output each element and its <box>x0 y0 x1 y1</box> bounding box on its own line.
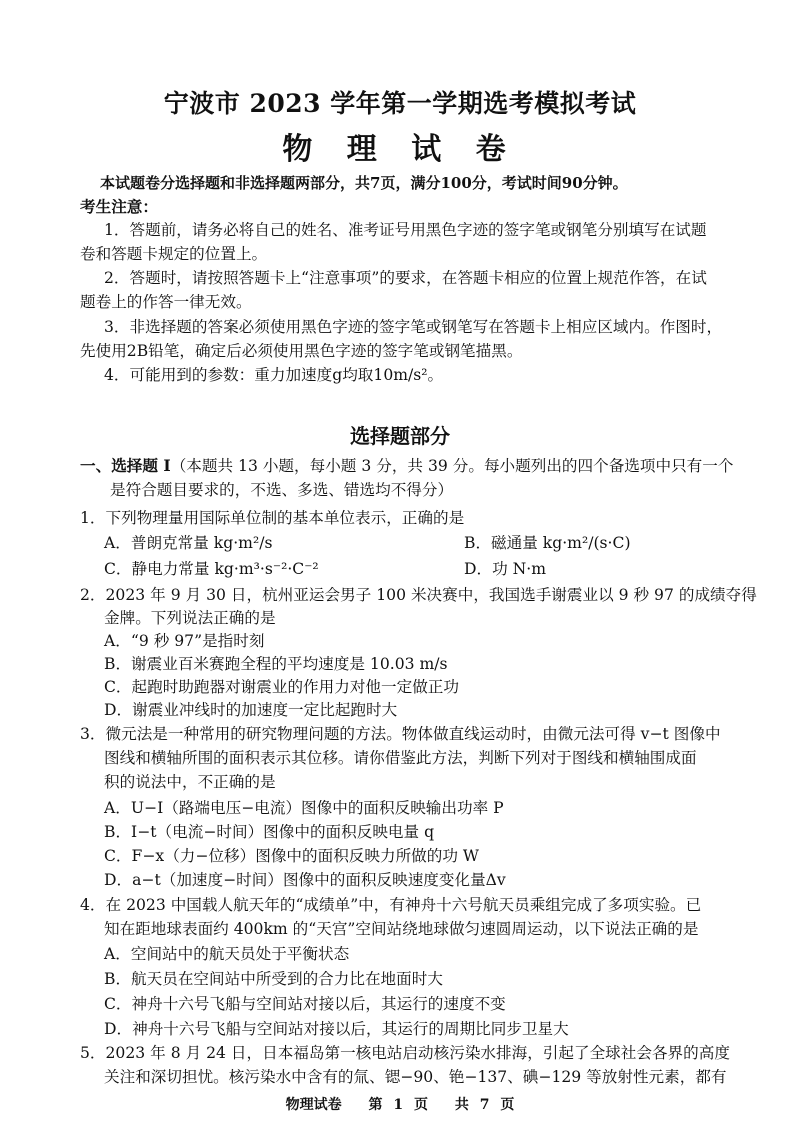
notice-line: 2．答题时，请按照答题卡上“注意事项”的要求，在答题卡相应的位置上规范作答，在试 <box>104 269 707 287</box>
q3-stem-cont2: 积的说法中，不正确的是 <box>104 773 276 791</box>
q1-option-b-text: B．磁通量 kg·m²/(s·C) <box>464 534 631 552</box>
q5-stem: 5．2023 年 8 月 24 日，日本福岛第一核电站启动核污染水排海，引起了全球社会各界的高度 <box>80 1044 730 1062</box>
q1-stem: 1．下列物理量用国际单位制的基本单位表示，正确的是 <box>80 509 465 527</box>
notice-line: 卷和答题卡规定的位置上。 <box>80 245 268 263</box>
q1-option-c <box>104 558 547 580</box>
q1-option-c-text: C．静电力常量 kg·m³·s⁻²·C⁻² <box>104 560 319 578</box>
notice-line: 先使用2B铅笔，确定后必须使用黑色字迹的签字笔或钢笔描黑。 <box>80 342 523 360</box>
q5-stem-cont: 关注和深切担忧。核污染水中含有的氚、锶−90、铯−137、碘−129 等放射性元素，都有 <box>104 1068 727 1086</box>
section-heading-label: 一、选择题 I <box>80 456 171 475</box>
q4-option-c: C．神舟十六号飞船与空间站对接以后，其运行的速度不变 <box>104 995 506 1013</box>
q2-stem-cont: 金牌。下列说法正确的是 <box>104 609 276 627</box>
q2-option-b: B．谢震业百米赛跑全程的平均速度是 10.03 m/s <box>104 655 448 673</box>
q4-stem: 4．在 2023 中国载人航天年的“成绩单”中，有神舟十六号航天员乘组完成了多项实验。已 <box>80 896 702 914</box>
q1-option-a-text: A．普朗克常量 kg·m²/s <box>104 534 273 552</box>
notice-line: 4．可能用到的参数：重力加速度g均取10m/s²。 <box>104 366 444 384</box>
notice-line: 1．答题前，请务必将自己的姓名、准考证号用黑色字迹的签字笔或钢笔分别填写在试题 <box>104 221 707 239</box>
q3-option-b: B．I−t（电流−时间）图像中的面积反映电量 q <box>104 823 435 841</box>
q3-stem-cont: 图线和横轴所围的面积表示其位移。请你借鉴此方法，判断下列对于图线和横轴围成面 <box>104 749 697 767</box>
q4-stem-cont: 知在距地球表面约 400km 的“天宫”空间站绕地球做匀速圆周运动，以下说法正确的是 <box>104 920 699 938</box>
page-footer <box>0 1094 800 1114</box>
exam-subtitle: 物 理 试 卷 <box>282 132 518 167</box>
q1-option-a <box>104 532 631 554</box>
notice-line: 题卷上的作答一律无效。 <box>80 293 252 311</box>
q1-option-d-text: D．功 N·m <box>464 560 547 578</box>
q3-option-a: A．U−I（路端电压−电流）图像中的面积反映输出功率 P <box>104 799 504 817</box>
q2-option-c: C．起跑时助跑器对谢震业的作用力对他一定做正功 <box>104 678 459 696</box>
q2-stem: 2．2023 年 9 月 30 日，杭州亚运会男子 100 米决赛中，我国选手谢震业以 9 秒 97 的成绩夺得 <box>80 586 757 604</box>
q3-option-c: C．F−x（力−位移）图像中的面积反映力所做的功 W <box>104 847 479 865</box>
q3-option-d: D．a−t（加速度−时间）图像中的面积反映速度变化量Δv <box>104 871 506 889</box>
footer-total-pages: 共 7 页 <box>454 1097 515 1113</box>
q3-stem: 3．微元法是一种常用的研究物理问题的方法。物体做直线运动时，由微元法可得 v−t 图像中 <box>80 725 721 743</box>
footer-page-number: 第 1 页 <box>368 1097 428 1113</box>
exam-title: 宁波市 2023 学年第一学期选考模拟考试 <box>163 89 637 118</box>
notice-line: 3．非选择题的答案必须使用黑色字迹的签字笔或钢笔写在答题卡上相应区域内。作图时， <box>104 318 723 336</box>
section-heading-rules: （本题共 13 小题，每小题 3 分，共 39 分。每小题列出的四个备选项中只有一个 <box>170 457 734 475</box>
q4-option-d: D．神舟十六号飞船与空间站对接以后，其运行的周期比同步卫星大 <box>104 1020 569 1038</box>
q4-option-a: A．空间站中的航天员处于平衡状态 <box>104 945 350 963</box>
footer-exam-name: 物理试卷 <box>285 1097 342 1113</box>
notice-heading: 考生注意： <box>80 197 158 216</box>
q2-option-d: D．谢震业冲线时的加速度一定比起跑时大 <box>104 701 398 719</box>
section-heading-line2: 是符合题目要求的，不选、多选、错选均不得分） <box>110 481 454 499</box>
q2-option-a: A．“9 秒 97”是指时刻 <box>104 632 265 650</box>
section-title: 选择题部分 <box>350 424 450 448</box>
section-heading <box>80 455 733 477</box>
intro-text: 本试题卷分选择题和非选择题两部分，共7页，满分100分，考试时间90分钟。 <box>100 174 628 192</box>
q4-option-b: B．航天员在空间站中所受到的合力比在地面时大 <box>104 970 443 988</box>
